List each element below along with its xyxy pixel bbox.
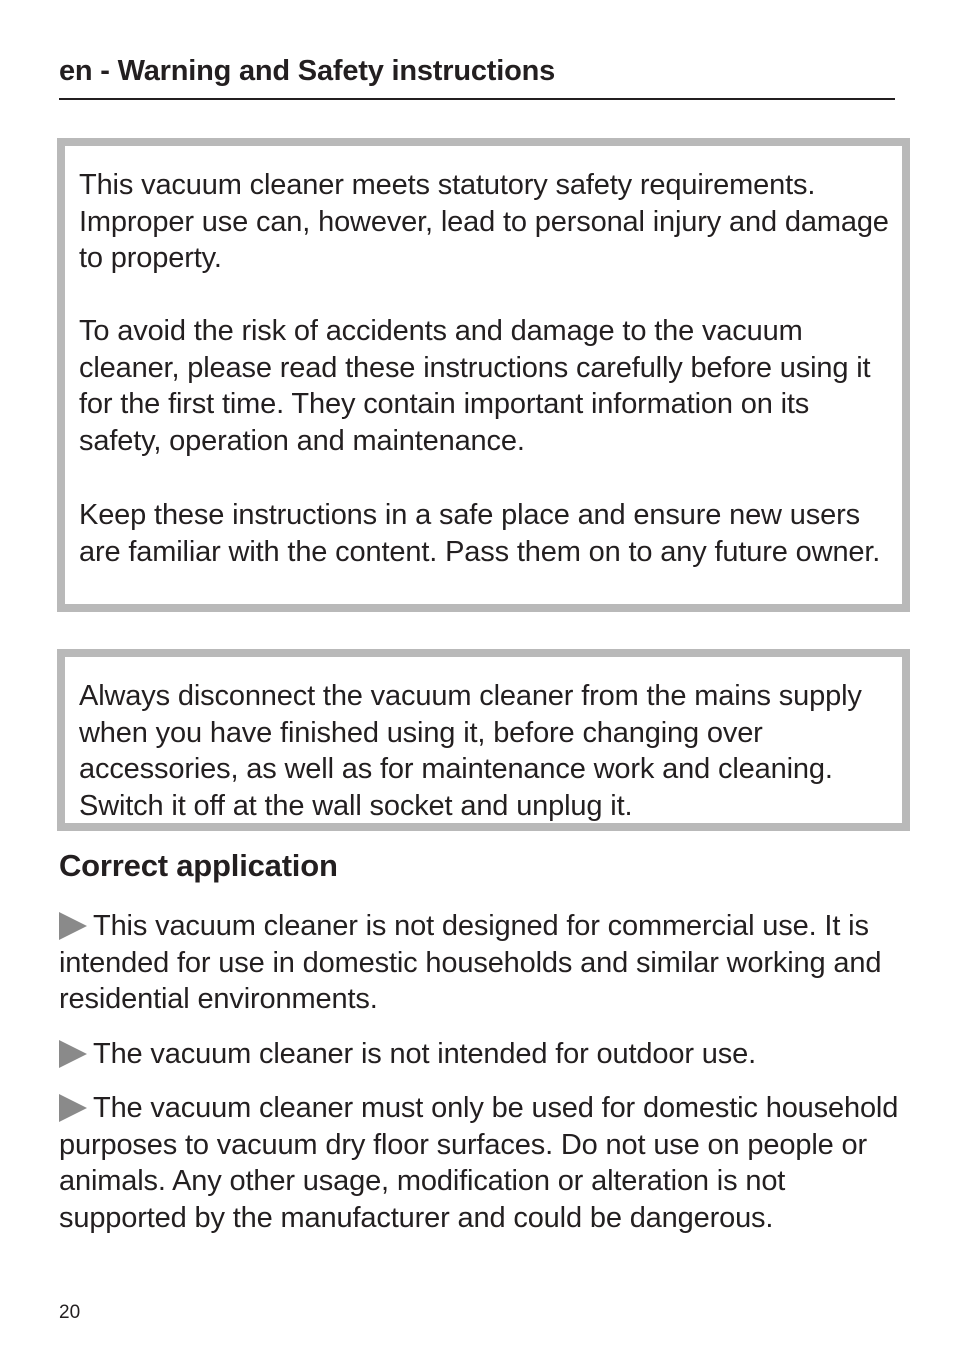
bullet-text: The vacuum cleaner must only be used for domestic household purposes to vacuum dry floor surfaces. Do not use on people or animals. Any other usage, modification or alteration is not supported by the manufacturer and could be dangerous. (59, 1092, 899, 1235)
triangle-right-icon (59, 1094, 87, 1122)
warning-paragraph: Keep these instructions in a safe place and ensure new users are familiar with the content. Pass them on to any future owner. (79, 499, 881, 568)
bullet-item (59, 1090, 899, 1237)
triangle-right-icon (59, 1040, 87, 1068)
page-header-title: en - Warning and Safety instructions (59, 55, 556, 87)
bullet-item (59, 1036, 899, 1073)
warning-box-disconnect (57, 649, 910, 831)
warning-box-general (57, 138, 910, 612)
bullet-item (59, 908, 899, 1018)
warning-paragraph: To avoid the risk of accidents and damage to the vacuum cleaner, please read these instructions carefully before using it for the first time. They contain important information on its safety, operation and maintenance. (79, 315, 871, 458)
page-number: 20 (59, 1302, 81, 1323)
section-heading: Correct application (59, 848, 338, 883)
bullet-text: This vacuum cleaner is not designed for commercial use. It is intended for use in domestic households and similar working and residential environments. (59, 910, 882, 1016)
triangle-right-icon (59, 912, 87, 940)
warning-paragraph: This vacuum cleaner meets statutory safety requirements. Improper use can, however, lead to personal injury and damage to property. (79, 169, 889, 275)
bullet-text: The vacuum cleaner is not intended for outdoor use. (93, 1038, 756, 1070)
warning-paragraph: Always disconnect the vacuum cleaner from the mains supply when you have finished using it, before changing over accessories, as well as for maintenance work and cleaning. Switch it off at the wall socket and unplug it. (79, 680, 862, 823)
header-divider (59, 98, 895, 100)
